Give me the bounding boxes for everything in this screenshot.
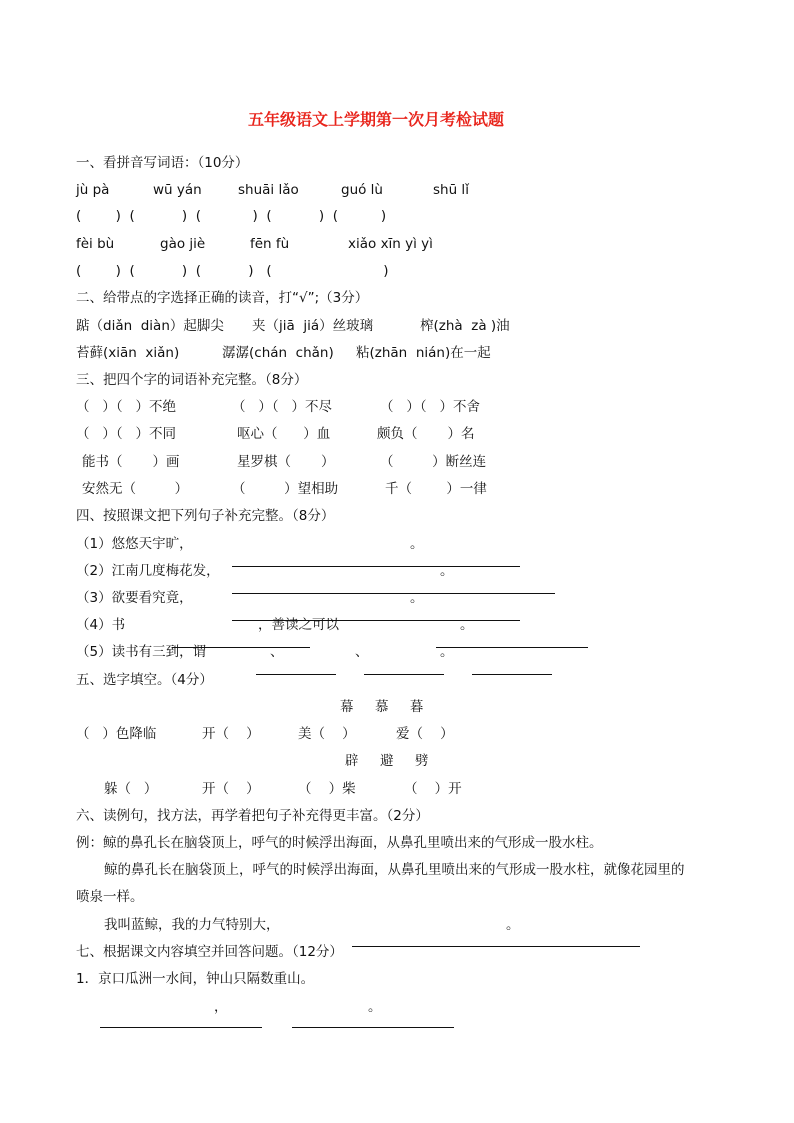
answer-line[interactable] [100, 1027, 262, 1028]
section-6-heading: 六、读例句，找方法，再学着把句子补充得更丰富。（2分） [76, 808, 429, 824]
pronunciation-choice[interactable]: 潺潺(chán chǎn) [222, 345, 334, 361]
pinyin: xiǎo xīn yì yì [348, 236, 433, 252]
sentence-item: （1）悠悠天宇旷， [76, 536, 193, 552]
pronunciation-choice[interactable]: 踮（diǎn diàn）起脚尖 [76, 318, 224, 334]
expanded-sentence: 喷泉一样。 [76, 889, 144, 905]
pinyin: gào jiè [160, 236, 206, 252]
char-blank[interactable]: （ ）色降临 [76, 726, 157, 742]
section-5-heading: 五、选字填空。（4分） [76, 672, 213, 688]
sentence-item: （5）读书有三到，谓 [76, 644, 207, 660]
page-title: 五年级语文上学期第一次月考检试题 [248, 110, 505, 129]
sentence-text: ，善读之可以 [258, 617, 339, 633]
period: 。 [440, 563, 454, 579]
char-blank[interactable]: 爱（ ） [396, 726, 454, 742]
answer-line[interactable] [256, 674, 336, 675]
answer-line[interactable] [352, 946, 640, 947]
section-3-heading: 三、把四个字的词语补充完整。（8分） [76, 372, 308, 388]
idiom-blank[interactable]: 安然无（ ） [82, 481, 189, 497]
idiom-blank[interactable]: 星罗棋（ ） [237, 454, 335, 470]
sentence-item: （4）书 [76, 617, 126, 633]
answer-blank[interactable]: ( ) ( ) ( ) ( ) ( ) [76, 208, 387, 224]
char-blank[interactable]: 开（ ） [202, 781, 260, 797]
idiom-blank[interactable]: （ ）望相助 [232, 481, 339, 497]
period: 。 [368, 999, 382, 1015]
char-blank[interactable]: 美（ ） [298, 726, 356, 742]
idiom-blank[interactable]: （ ）断丝连 [380, 454, 487, 470]
idiom-blank[interactable]: （ ）（ ）不尽 [232, 399, 332, 415]
comma: ， [214, 999, 228, 1015]
example-sentence: 例：鲸的鼻孔长在脑袋顶上，呼气的时候浮出海面，从鼻孔里喷出来的气形成一股水柱。 [76, 835, 603, 851]
period: 。 [410, 536, 424, 552]
separator: 、 [355, 644, 369, 660]
pinyin: wū yán [153, 182, 202, 198]
expanded-sentence: 鲸的鼻孔长在脑袋顶上，呼气的时候浮出海面，从鼻孔里喷出来的气形成一股水柱，就像花园里的 [104, 862, 685, 878]
poem-question: 1．京口瓜洲一水间，钟山只隔数重山。 [76, 971, 315, 987]
section-2-heading: 二、给带点的字选择正确的读音，打“√”;（3分） [76, 290, 369, 306]
char-blank[interactable]: （ ）开 [404, 781, 462, 797]
pronunciation-choice[interactable]: 粘(zhān nián)在一起 [356, 345, 491, 361]
answer-line[interactable] [436, 647, 588, 648]
answer-line[interactable] [232, 593, 555, 594]
answer-line[interactable] [232, 566, 520, 567]
pinyin: shū lǐ [433, 182, 469, 198]
pinyin: guó lù [341, 182, 383, 198]
section-7-heading: 七、根据课文内容填空并回答问题。（12分） [76, 944, 343, 960]
idiom-blank[interactable]: （ ）（ ）不同 [76, 426, 176, 442]
answer-line[interactable] [472, 674, 552, 675]
char-blank[interactable]: 开（ ） [202, 726, 260, 742]
pinyin: jù pà [76, 182, 110, 198]
sentence-item: （3）欲要看究竟， [76, 590, 193, 606]
idiom-blank[interactable]: 颇负（ ）名 [377, 426, 475, 442]
practice-sentence: 我叫蓝鲸，我的力气特别大， [104, 917, 280, 933]
char-blank[interactable]: （ ）柴 [298, 781, 356, 797]
char-options: 幕 慕 暮 [340, 699, 424, 715]
period: 。 [440, 644, 454, 660]
answer-blank[interactable]: ( ) ( ) ( ) ( ) [76, 263, 389, 279]
answer-line[interactable] [364, 674, 444, 675]
pronunciation-choice[interactable]: 苔藓(xiān xiǎn) [76, 345, 180, 361]
sentence-item: （2）江南几度梅花发， [76, 563, 220, 579]
idiom-blank[interactable]: 能书（ ）画 [82, 454, 180, 470]
idiom-blank[interactable]: （ ）（ ）不舍 [380, 399, 480, 415]
answer-line[interactable] [292, 1027, 454, 1028]
idiom-blank[interactable]: 千（ ）一律 [385, 481, 487, 497]
char-options: 辟 避 劈 [345, 753, 429, 769]
pinyin: fēn fù [250, 236, 290, 252]
idiom-blank[interactable]: （ ）（ ）不绝 [76, 399, 176, 415]
pronunciation-choice[interactable]: 夹（jiā jiá）丝玻璃 [252, 318, 374, 334]
pronunciation-choice[interactable]: 榨(zhà zà )油 [420, 318, 510, 334]
section-1-heading: 一、看拼音写词语：（10分） [76, 155, 249, 171]
section-4-heading: 四、按照课文把下列句子补充完整。（8分） [76, 508, 335, 524]
pinyin: fèi bù [76, 236, 115, 252]
period: 。 [506, 917, 520, 933]
pinyin: shuāi lǎo [238, 182, 299, 198]
idiom-blank[interactable]: 呕心（ ）血 [237, 426, 331, 442]
period: 。 [460, 617, 474, 633]
char-blank[interactable]: 躲（ ） [104, 781, 158, 797]
separator: 、 [270, 644, 284, 660]
period: 。 [410, 590, 424, 606]
